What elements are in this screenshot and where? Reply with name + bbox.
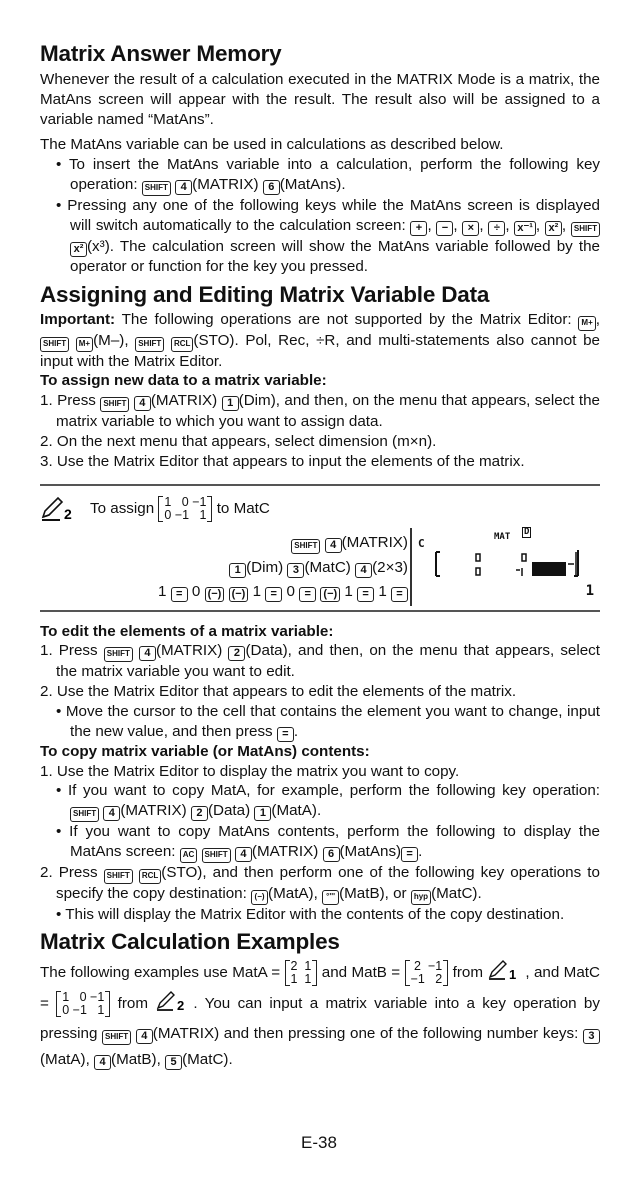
shift-key-icon: SHIFT [40,337,69,352]
example-step: 1 (Dim) 3 (MatC) 4 (2×3) [229,558,408,578]
key-4-icon: 4 [175,180,192,195]
step-item: 2. Press SHIFT RCL (STO), and then perform one of the following key operations to specify the copy destination: (−) (MatA), °''' (MatB), or hyp (MatC). [40,863,600,905]
example-step: 1 = 0 (−) (−) 1 = 0 = (−) 1 = 1 = [158,582,408,602]
m-plus-key-icon: M+ [578,316,595,331]
hyp-key-icon: hyp [411,890,431,905]
shift-key-icon: SHIFT [104,647,133,662]
m-plus-key-icon: M+ [76,337,93,352]
equals-key-icon: = [171,587,188,602]
paragraph: The MatAns variable can be used in calculations as described below. [40,136,504,154]
divide-key-icon: ÷ [488,221,505,236]
example-pencil-icon [40,496,80,528]
key-5-icon: 5 [165,1055,182,1070]
bullet-item: • If you want to copy MatA, for example, perform the following key operation: SHIFT 4 (MATRIX) 2 (Data) 1 (MatA). [40,781,600,822]
key-2-icon: 2 [228,646,245,661]
step-item: 1. Press SHIFT 4 (MATRIX) 1 (Dim), and then, on the menu that appears, select the matrix variable to which you want to assign data. [40,392,600,431]
shift-key-icon: SHIFT [70,807,99,822]
shift-key-icon: SHIFT [571,222,600,237]
example-2-pencil-icon [155,990,193,1021]
step-item: 2. Use the Matrix Editor that appears to edit the elements of the matrix. [40,683,517,701]
bullet-item: • Pressing any one of the following keys while the MatAns screen is displayed will switch automatically to the calculation screen: + , − , × , ÷ , x⁻¹ , x² , SHIFT x² (x³). The calculation screen will show the MatAns variable followed by the operator or function for the key you pressed. [56,196,600,275]
shift-key-icon: SHIFT [104,869,133,884]
subheading-edit: To edit the elements of a matrix variable: [40,622,334,640]
shift-key-icon: SHIFT [291,539,320,554]
lcd-matrix-graphic [412,542,602,582]
step-item: 1. Use the Matrix Editor to display the matrix you want to copy. [40,762,460,780]
example-step: SHIFT 4 (MATRIX) [291,533,408,554]
manual-page [40,40,600,1073]
section-title-assigning-editing: Assigning and Editing Matrix Variable Data [40,281,490,307]
inverse-key-icon: x⁻¹ [514,221,536,236]
example-box [40,484,600,612]
equals-key-icon: = [391,587,408,602]
equals-key-icon: = [265,587,282,602]
step-item: 1. Press SHIFT 4 (MATRIX) 2 (Data), and then, on the menu that appears, select the matrix variable you want to edit. [40,642,600,681]
subheading-assign: To assign new data to a matrix variable: [40,372,327,390]
bullet-item: • If you want to copy MatAns contents, perform the following to display the MatAns screen: AC SHIFT 4 (MATRIX) 6 (MatAns) = . [40,822,600,863]
lcd-matrix-name: C [418,536,425,550]
subheading-copy: To copy matrix variable (or MatAns) contents: [40,742,370,760]
lcd-mat-indicator: MAT [494,531,511,542]
matrix-matb: 2 −1 −1 2 [405,960,449,986]
shift-key-icon: SHIFT [135,337,164,352]
multiply-key-icon: × [462,221,479,236]
shift-key-icon: SHIFT [202,848,231,863]
plus-key-icon: + [410,221,427,236]
square-key-icon: x² [545,221,562,236]
equals-key-icon: = [299,587,316,602]
key-4-icon: 4 [139,646,156,661]
equals-key-icon: = [277,727,294,742]
section-title-matrix-answer-memory: Matrix Answer Memory [40,41,282,66]
key-3-icon: 3 [583,1029,600,1044]
key-4-icon: 4 [94,1055,111,1070]
svg-text:1: 1 [509,966,517,981]
equals-key-icon: = [357,587,374,602]
lcd-d-indicator: D [524,526,530,537]
bullet-item: • This will display the Matrix Editor with the contents of the copy destination. [56,905,565,923]
lcd-result-value: 1 [585,582,594,599]
important-note: Important: The following operations are not supported by the Matrix Editor: M+ , SHIFT M+ (M–), SHIFT RCL (STO). Pol, Rec, ÷R, and multi-statements also cannot be input with the Matrix Editor. [40,310,600,370]
key-1-icon: 1 [254,806,271,821]
step-item: 2. On the next menu that appears, select dimension (m×n). [40,432,437,450]
matrix-mata: 2 1 1 1 [285,960,318,986]
key-1-icon: 1 [222,396,239,411]
degree-key-icon: °''' [322,890,339,905]
negative-key-icon: (−) [320,587,340,602]
example-intro: To assign 1 0 −1 0 −1 1 to MatC [90,494,270,522]
example-1-pencil-icon [487,959,525,990]
key-2-icon: 2 [191,806,208,821]
key-1-icon: 1 [229,563,246,578]
negative-key-icon: (−) [251,890,268,905]
matrix-matc: 1 0 −1 0 −1 1 [158,496,212,522]
paragraph: Whenever the result of a calculation executed in the MATRIX Mode is a matrix, the MatAns screen will appear with the result. The result also will be assigned to a variable named “MatAns”. [40,71,600,128]
equals-key-icon: = [401,847,418,862]
key-3-icon: 3 [287,563,304,578]
key-4-icon: 4 [103,806,120,821]
svg-text:2: 2 [177,997,185,1012]
key-6-icon: 6 [323,847,340,862]
key-4-icon: 4 [235,847,252,862]
minus-key-icon: − [436,221,453,236]
key-4-icon: 4 [136,1029,153,1044]
calculator-lcd-display [410,528,600,606]
rcl-key-icon: RCL [139,869,161,884]
equals-key-icon: (−) [205,587,225,602]
page-number: E-38 [301,1133,337,1152]
section-title-matrix-calculation-examples: Matrix Calculation Examples [40,928,340,954]
ac-key-icon: AC [180,848,198,863]
square-key-icon: x² [70,242,87,257]
shift-key-icon: SHIFT [142,181,171,196]
key-4-icon: 4 [355,563,372,578]
key-4-icon: 4 [134,396,151,411]
bullet-item: • Move the cursor to the cell that contains the element you want to change, input the new value, and then press = . [56,702,600,740]
key-4-icon: 4 [325,538,342,553]
matrix-matc: 1 0 −1 0 −1 1 [56,991,110,1017]
svg-text:2: 2 [64,505,72,522]
paragraph-matrix-examples: The following examples use MatA = 2 1 1 1 and MatB = 2 −1 −1 2 from 1 , and MatC = 1 0 −1 0 −1 1 from 2 . You can input a matrix variable into a key operation by pressing SHIFT 4 (MATRIX) and then pressing one of the following number keys: 3(MatA), 4 (MatB), 5 (MatC). [40,958,600,1068]
negative-key-icon: (−) [229,587,249,602]
bullet-item: • To insert the MatAns variable into a calculation, perform the following key operation: SHIFT 4 (MATRIX) 6 (MatAns). [40,155,600,196]
key-6-icon: 6 [263,180,280,195]
step-item: 3. Use the Matrix Editor that appears to input the elements of the matrix. [40,452,525,470]
rcl-key-icon: RCL [171,337,193,352]
shift-key-icon: SHIFT [102,1030,131,1045]
shift-key-icon: SHIFT [100,397,129,412]
